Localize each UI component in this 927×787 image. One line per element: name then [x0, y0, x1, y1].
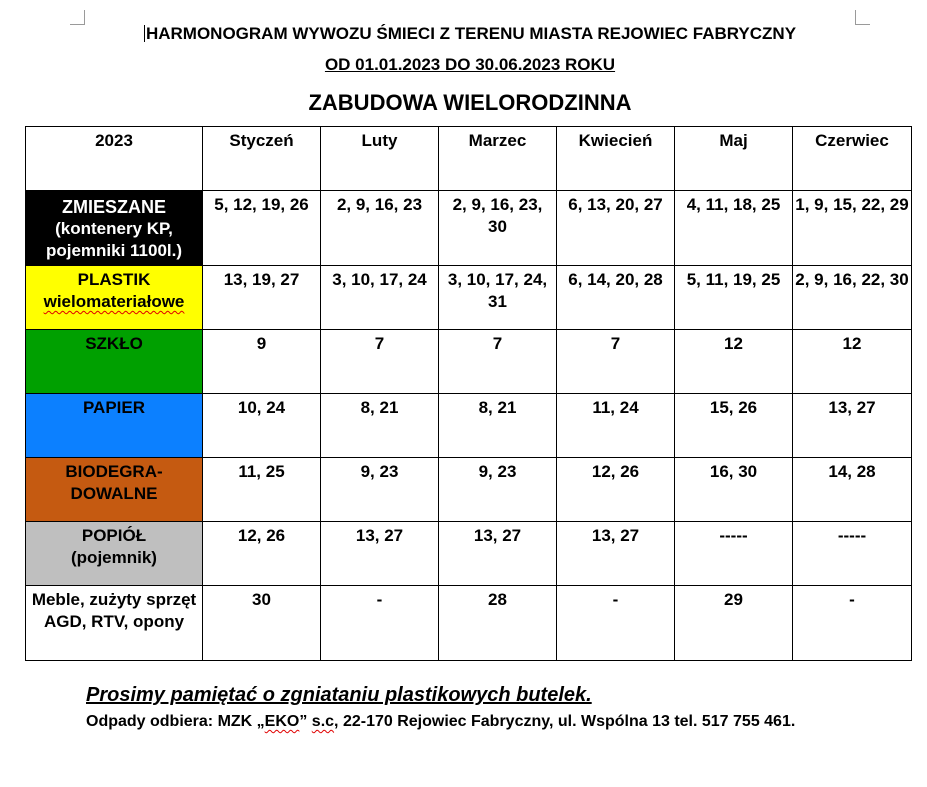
- date-cell: 14, 28: [793, 458, 912, 522]
- month-header-cell: Luty: [321, 127, 439, 191]
- date-cell: 2, 9, 16, 23, 30: [439, 191, 557, 266]
- date-cell: 8, 21: [439, 394, 557, 458]
- date-cell: 16, 30: [675, 458, 793, 522]
- date-cell: 5, 12, 19, 26: [203, 191, 321, 266]
- table-row: [26, 586, 912, 661]
- date-cell: 5, 11, 19, 25: [675, 266, 793, 330]
- month-header-cell: Styczeń: [203, 127, 321, 191]
- date-cell: 2, 9, 16, 23: [321, 191, 439, 266]
- category-sub-label: (pojemnik): [71, 548, 157, 567]
- date-cell: 11, 24: [557, 394, 675, 458]
- date-cell: 3, 10, 17, 24, 31: [439, 266, 557, 330]
- date-cell: 8, 21: [321, 394, 439, 458]
- month-header-cell: Czerwiec: [793, 127, 912, 191]
- date-cell: 12: [793, 330, 912, 394]
- date-cell: 30: [203, 586, 321, 661]
- month-header-cell: Kwiecień: [557, 127, 675, 191]
- table-row: [26, 191, 912, 266]
- month-header-cell: Marzec: [439, 127, 557, 191]
- date-cell: 12: [675, 330, 793, 394]
- company-name: EKO: [264, 713, 300, 730]
- building-type-heading: ZABUDOWA WIELORODZINNA: [308, 90, 632, 115]
- category-main-label: PAPIER: [82, 398, 146, 417]
- category-sub-label: DOWALNE: [70, 484, 158, 503]
- date-cell: 1, 9, 15, 22, 29: [793, 191, 912, 266]
- category-main-label: Meble, zużyty sprzęt AGD, RTV, opony: [31, 590, 197, 631]
- date-cell: 13, 27: [793, 394, 912, 458]
- date-cell: 13, 19, 27: [203, 266, 321, 330]
- contact-prefix: Odpady odbiera: MZK „: [86, 713, 265, 730]
- category-main-label: POPIÓŁ: [81, 526, 147, 545]
- date-cell: 4, 11, 18, 25: [675, 191, 793, 266]
- date-range-text: OD 01.01.2023 DO 30.06.2023 ROKU: [324, 55, 616, 74]
- date-cell: -----: [675, 522, 793, 586]
- category-cell-plastic: [26, 266, 203, 330]
- text-cursor: [144, 25, 145, 42]
- category-cell-paper: [26, 394, 203, 458]
- year-header-cell: 2023: [26, 127, 203, 191]
- table-header-row: [26, 127, 912, 191]
- date-cell: 12, 26: [203, 522, 321, 586]
- contact-quote: ”: [299, 713, 312, 730]
- date-cell: 6, 14, 20, 28: [557, 266, 675, 330]
- category-cell-bulky-waste: [26, 586, 203, 661]
- category-sub-label: (kontenery KP, pojemniki 1100l.): [45, 219, 183, 260]
- table-row: [26, 394, 912, 458]
- date-cell: 7: [321, 330, 439, 394]
- category-cell-ash: [26, 522, 203, 586]
- page-corner-mark-right: [855, 10, 870, 25]
- table-row: [26, 522, 912, 586]
- date-range-subtitle: [0, 55, 927, 75]
- date-cell: 13, 27: [321, 522, 439, 586]
- document-title: [0, 24, 927, 44]
- collection-schedule-table: [25, 126, 912, 661]
- date-cell: 15, 26: [675, 394, 793, 458]
- reminder-note: Prosimy pamiętać o zgniataniu plastikowych butelek.: [86, 684, 592, 706]
- date-cell: 2, 9, 16, 22, 30: [793, 266, 912, 330]
- date-cell: 7: [557, 330, 675, 394]
- table-row: [26, 266, 912, 330]
- category-main-label: ZMIESZANE: [61, 197, 166, 217]
- table-row: [26, 330, 912, 394]
- date-cell: 9: [203, 330, 321, 394]
- category-main-label: BIODEGRA-: [65, 462, 163, 481]
- date-cell: 9, 23: [439, 458, 557, 522]
- date-cell: -----: [793, 522, 912, 586]
- date-cell: 13, 27: [439, 522, 557, 586]
- date-cell: -: [557, 586, 675, 661]
- date-cell: 29: [675, 586, 793, 661]
- table-row: [26, 458, 912, 522]
- contact-address-phone: , 22-170 Rejowiec Fabryczny, ul. Wspólna 13 tel. 517 755 461.: [334, 713, 796, 730]
- category-sub-label: wielomateriałowe: [43, 292, 185, 311]
- date-cell: 3, 10, 17, 24: [321, 266, 439, 330]
- date-cell: 12, 26: [557, 458, 675, 522]
- category-cell-glass: [26, 330, 203, 394]
- date-cell: 11, 25: [203, 458, 321, 522]
- company-form: s.c: [311, 713, 335, 730]
- date-cell: 10, 24: [203, 394, 321, 458]
- date-cell: 6, 13, 20, 27: [557, 191, 675, 266]
- category-main-label: SZKŁO: [85, 334, 143, 353]
- date-cell: 13, 27: [557, 522, 675, 586]
- date-cell: -: [321, 586, 439, 661]
- category-cell-mixed-waste: [26, 191, 203, 266]
- document-title-text: HARMONOGRAM WYWOZU ŚMIECI Z TERENU MIASTA REJOWIEC FABRYCZNY: [145, 24, 797, 43]
- contact-info: [86, 710, 846, 734]
- category-cell-biodegradable: [26, 458, 203, 522]
- page-corner-mark-left: [70, 10, 85, 25]
- month-header-cell: Maj: [675, 127, 793, 191]
- date-cell: 7: [439, 330, 557, 394]
- date-cell: -: [793, 586, 912, 661]
- date-cell: 28: [439, 586, 557, 661]
- date-cell: 9, 23: [321, 458, 439, 522]
- category-main-label: PLASTIK: [77, 270, 151, 289]
